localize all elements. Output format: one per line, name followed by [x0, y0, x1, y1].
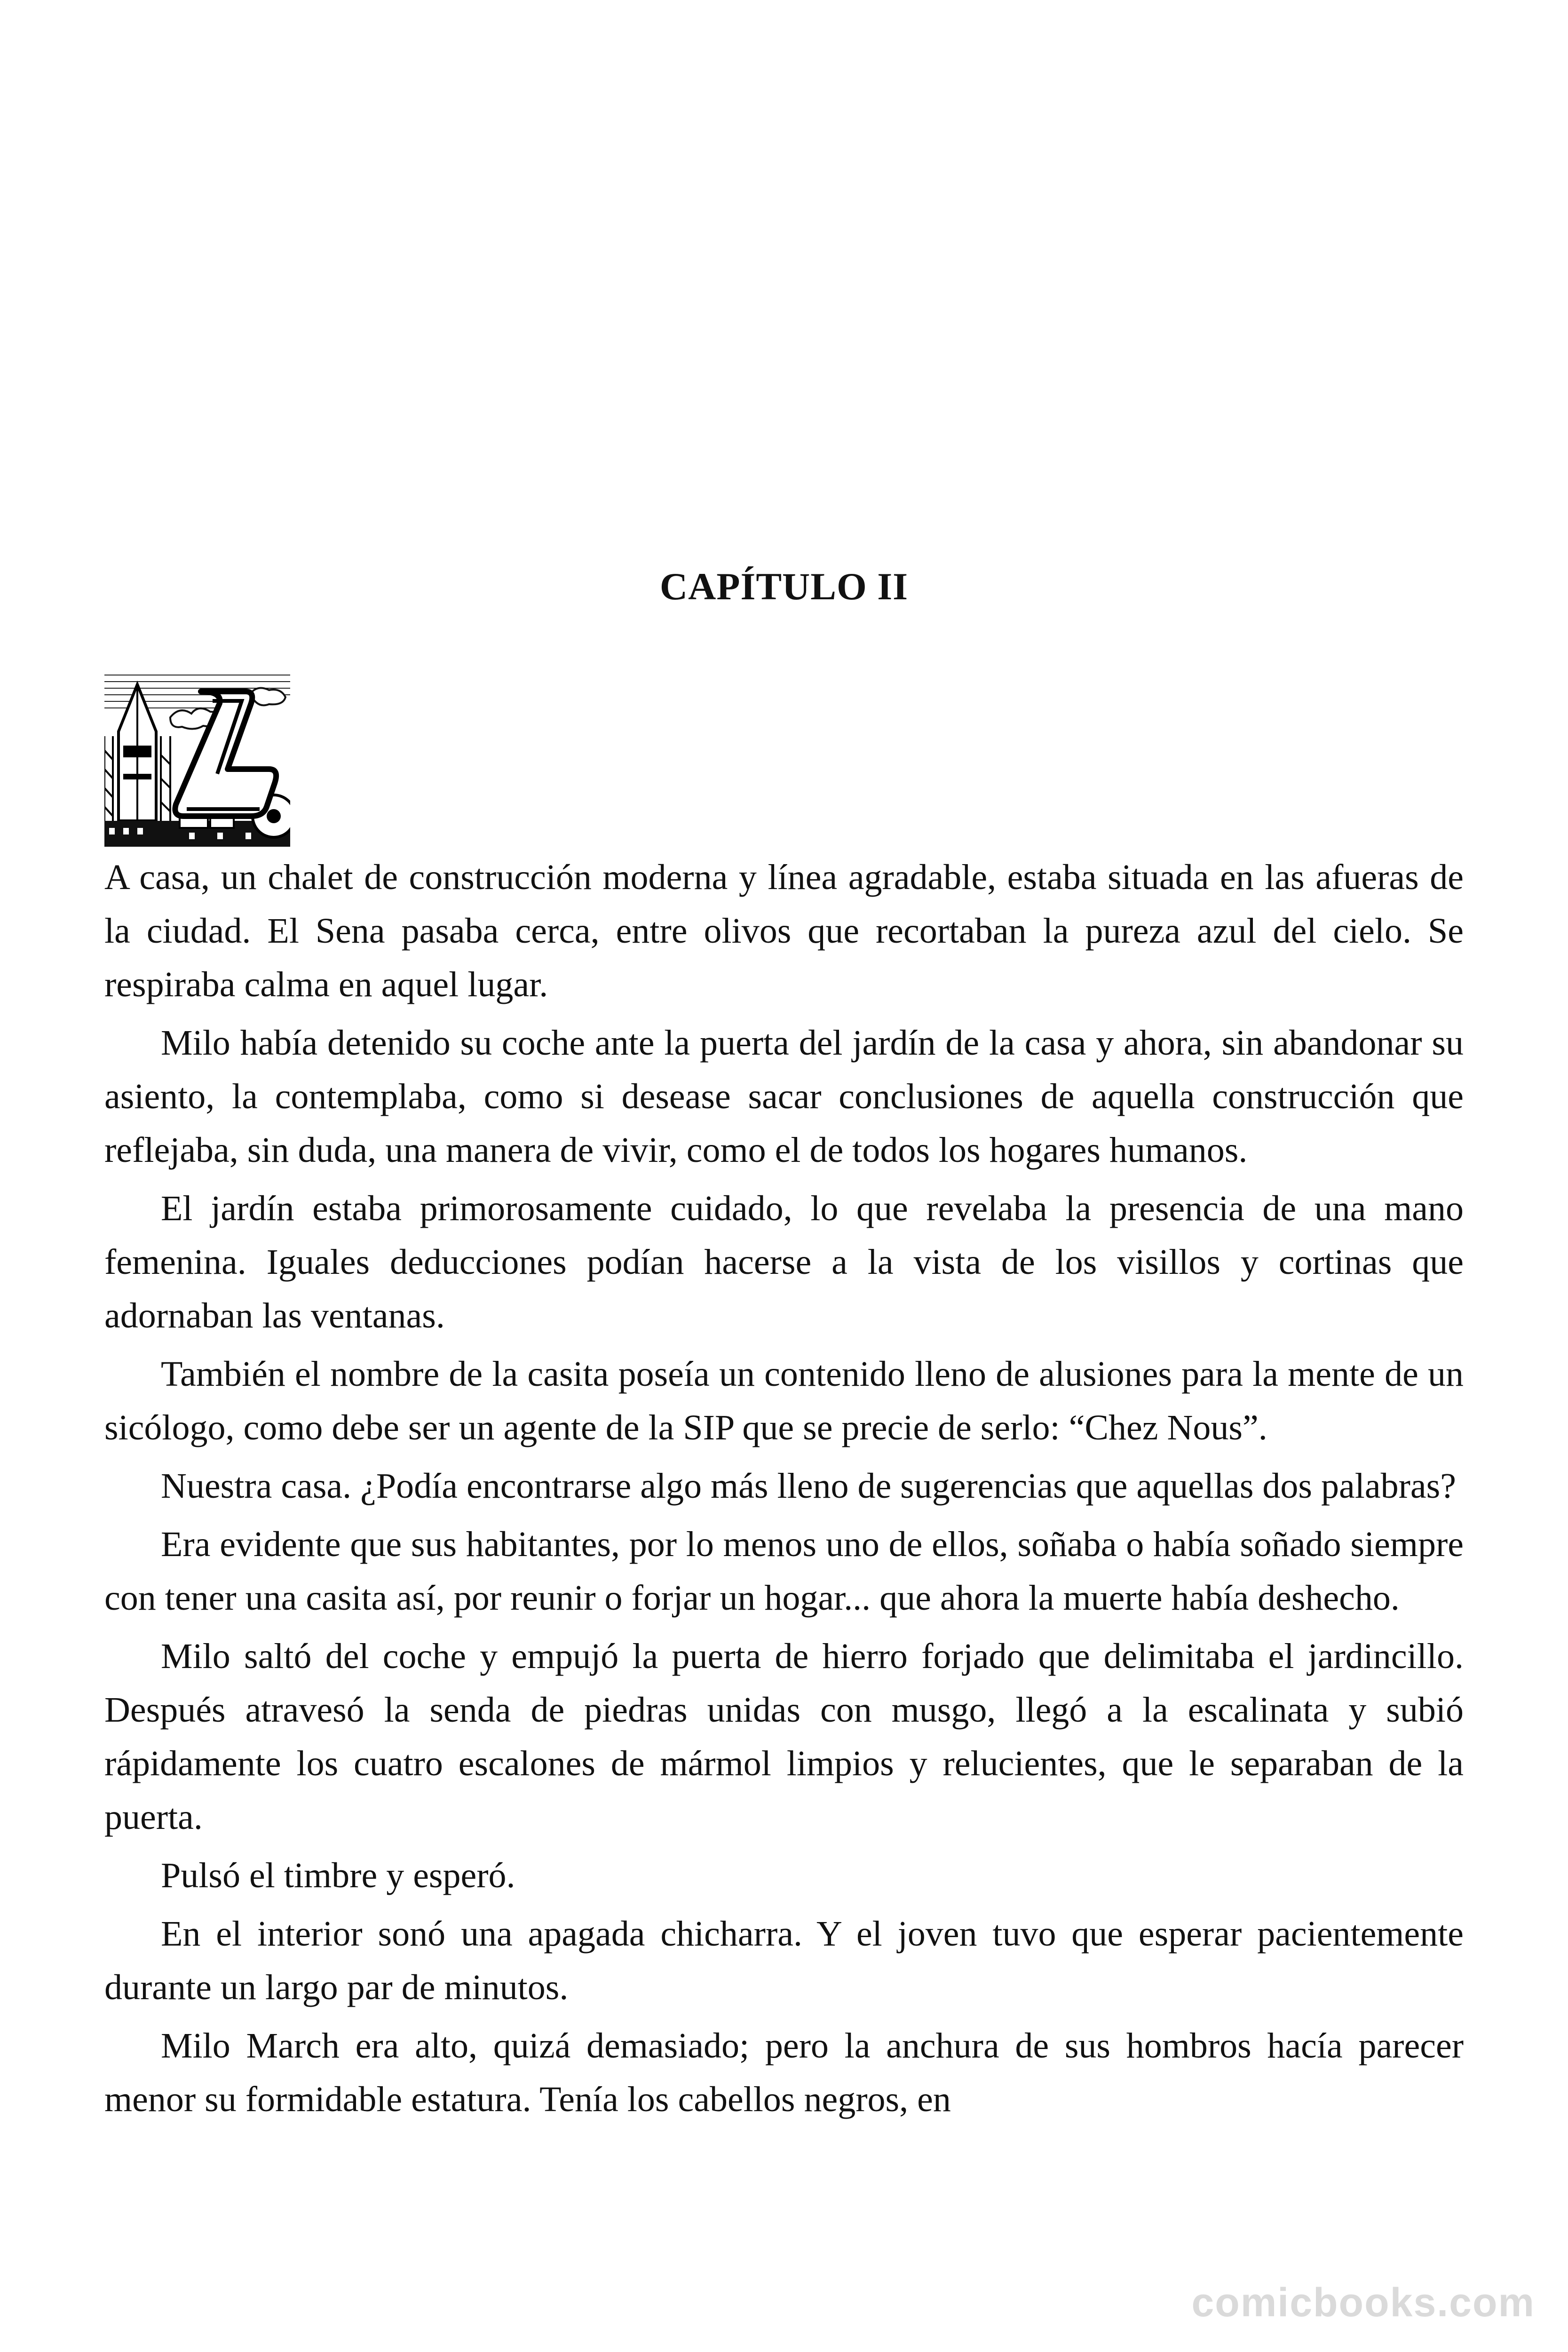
paragraph-7: Milo saltó del coche y empujó la puerta de hierro forjado que delimitaba el jardincillo. Después atravesó la senda de piedras unidas con musgo, llegó a la escalinata y subió rápidamente los cuatro escalones de mármol limpios y relucientes, que le separaban de la puerta.: [104, 1637, 1464, 1837]
paragraph-2: Milo había detenido su coche ante la puerta del jardín de la casa y ahora, sin abandonar su asiento, la contemplaba, como si desease sacar conclusiones de aquella construcción que reflejaba, sin duda, una manera de vivir, como el de todos los hogares humanos.: [104, 1023, 1464, 1170]
paragraph-3: El jardín estaba primorosamente cuidado, lo que revelaba la presencia de una mano femenina. Iguales deducciones podían hacerse a la vista de los visillos y cortinas que adornaban las ventanas.: [104, 1189, 1464, 1335]
paragraph-4: También el nombre de la casita poseía un contenido lleno de alusiones para la mente de un sicólogo, como debe ser un agente de la SIP que se precie de serlo: “Chez Nous”.: [104, 1354, 1464, 1447]
paragraph-9: En el interior sonó una apagada chicharra. Y el joven tuvo que esperar pacientemente durante un largo par de minutos.: [104, 1914, 1464, 2007]
paragraph-5: Nuestra casa. ¿Podía encontrarse algo más lleno de sugerencias que aquellas dos palabras?: [161, 1466, 1456, 1506]
paragraph-1: A casa, un chalet de construcción moderna y línea agradable, estaba situada en las afueras de la ciudad. El Sena pasaba cerca, entre olivos que recortaban la pureza azul del cielo. Se respiraba calma en aquel lugar.: [104, 858, 1464, 1004]
paragraph-10: Milo March era alto, quizá demasiado; pero la anchura de sus hombros hacía parecer menor su formidable estatura. Tenía los cabellos negros, en: [104, 2026, 1464, 2119]
drop-cap-illustration: [104, 666, 290, 847]
chapter-title: CAPÍTULO II: [659, 565, 909, 608]
watermark: comicbooks.com: [1191, 2280, 1535, 2325]
body-text: [104, 850, 1464, 2131]
paragraph-6: Era evidente que sus habitantes, por lo menos uno de ellos, soñaba o había soñado siempre con tener una casita así, por reunir o forjar un hogar... que ahora la muerte había deshecho.: [104, 1525, 1464, 1618]
paragraph-8: Pulsó el timbre y esperó.: [161, 1856, 515, 1895]
